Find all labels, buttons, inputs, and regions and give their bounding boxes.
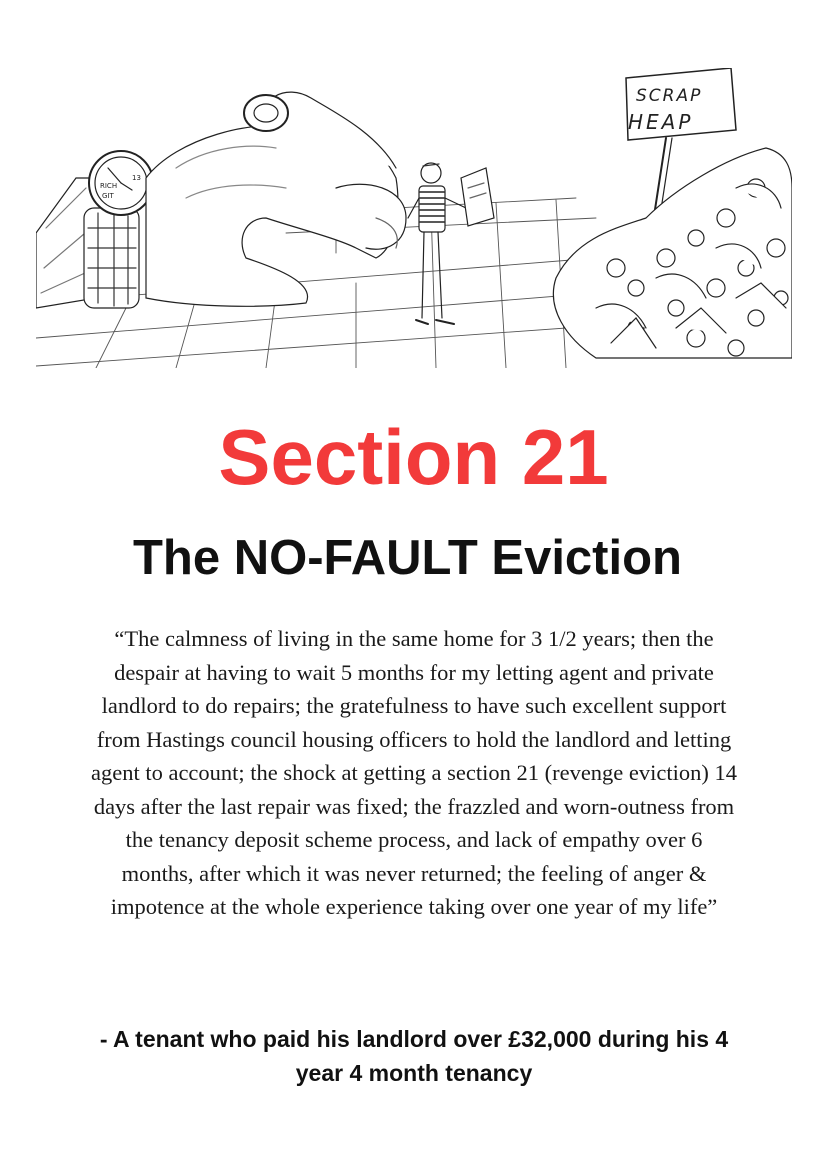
quote-attribution: - A tenant who paid his landlord over £32,000 during his 4 year 4 month tenancy: [99, 1026, 729, 1086]
sign-text-2: HEAP: [628, 110, 694, 134]
heap-of-people: [553, 148, 792, 358]
illustration-drawing: [36, 68, 792, 368]
watch-date: 13: [132, 174, 141, 182]
watch-text-1: RICH: [100, 182, 118, 190]
watch-text-2: GIT: [102, 192, 114, 200]
page-subtitle: The NO-FAULT Eviction: [133, 531, 682, 585]
giant-arm: [36, 92, 406, 308]
scrap-heap-illustration: [36, 68, 792, 368]
small-man: [408, 163, 494, 324]
sign-text-1: SCRAP: [636, 86, 703, 106]
page-title: Section 21: [218, 413, 609, 501]
tenant-quote: “The calmness of living in the same home for 3 1/2 years; then the despair at having to wait 5 months for my letting agent and private landlord to do repairs; the gratefulness to have such excellent support from Hastings council housing officers to hold the landlord and letting agent to account; the shock at getting a section 21 (revenge eviction) 14 days after the last repair was fixed; the frazzled and worn-outness from the tenancy deposit scheme process, and lack of empathy over 6 months, after which it was never returned; the feeling of anger & impotence at the whole experience taking over one year of my life”: [90, 626, 738, 919]
